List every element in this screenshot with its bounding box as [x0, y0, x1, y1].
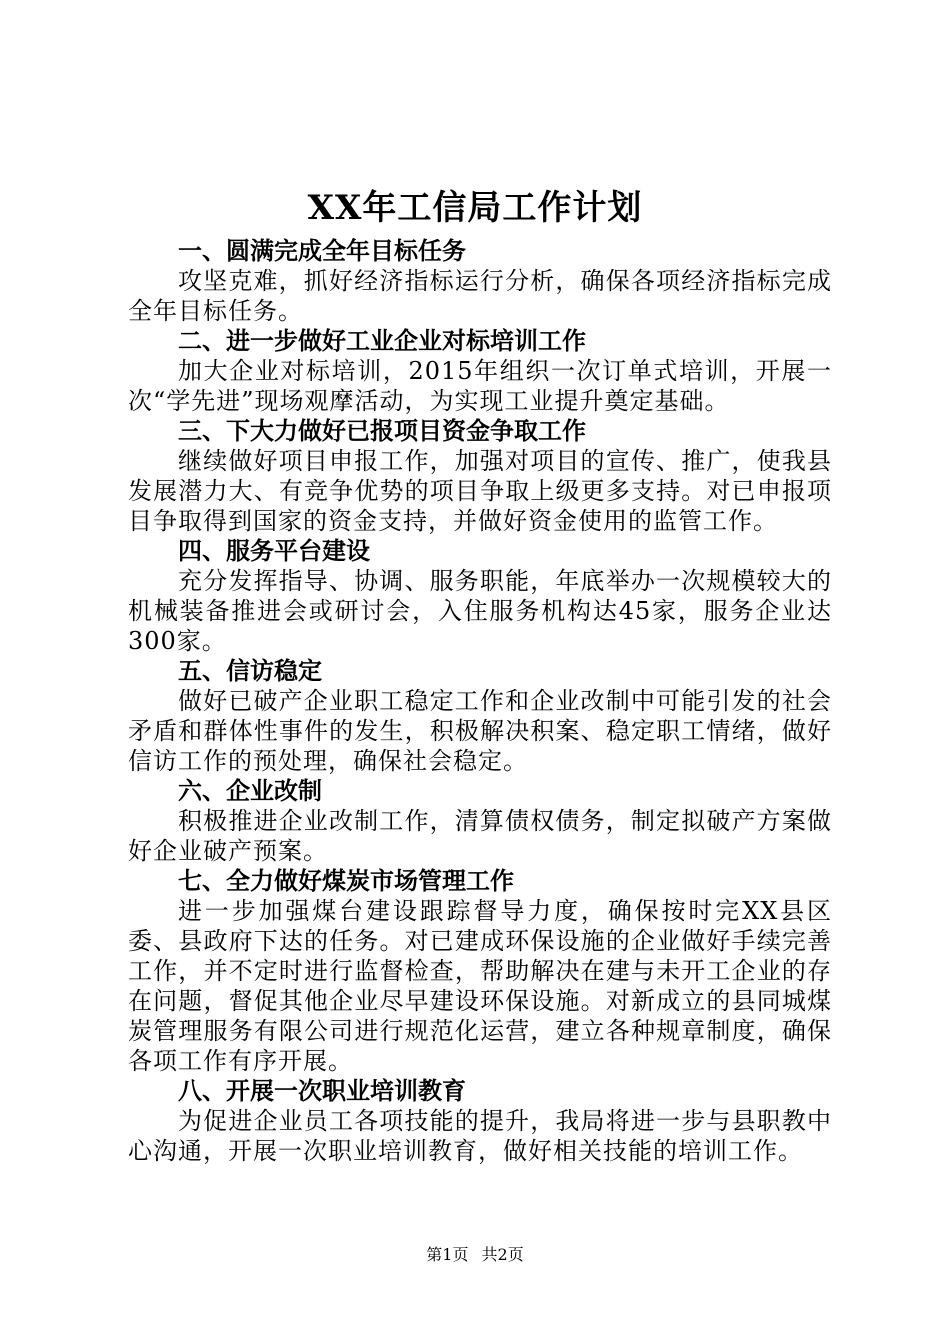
section-heading: 一、圆满完成全年目标任务 — [178, 237, 466, 265]
section-paragraph: 加大企业对标培训，2015年组织一次订单式培训，开展一次“学先进”现场观摩活动，为实现工业提升奠定基础。 — [128, 357, 832, 415]
section-heading: 二、进一步做好工业企业对标培训工作 — [178, 327, 586, 355]
section-paragraph: 为促进企业员工各项技能的提升，我局将进一步与县职教中心沟通，开展一次职业培训教育，做好相关技能的培训工作。 — [128, 1107, 832, 1165]
section-paragraph: 继续做好项目申报工作，加强对项目的宣传、推广，使我县发展潜力大、有竞争优势的项目争取上级更多支持。对已申报项目争取得到国家的资金支持，并做好资金使用的监管工作。 — [128, 447, 832, 535]
section-heading: 五、信访稳定 — [178, 657, 322, 685]
page-footer — [0, 1244, 950, 1266]
section-paragraph: 进一步加强煤台建设跟踪督导力度，确保按时完XX县区委、县政府下达的任务。对已建成环保设施的企业做好手续完善工作，并不定时进行监督检查，帮助解决在建与未开工企业的存在问题，督促其他企业尽早建设环保设施。对新成立的县同城煤炭管理服务有限公司进行规范化运营，建立各种规章制度，确保各项工作有序开展。 — [128, 897, 832, 1075]
section-heading: 七、全力做好煤炭市场管理工作 — [178, 867, 514, 895]
section-paragraph: 攻坚克难，抓好经济指标运行分析，确保各项经济指标完成全年目标任务。 — [128, 267, 832, 325]
page-total: 共2页 — [481, 1245, 524, 1264]
section-paragraph: 充分发挥指导、协调、服务职能，年底举办一次规模较大的机械装备推进会或研讨会，入住服务机构达45家，服务企业达300家。 — [128, 567, 832, 655]
document-body — [128, 236, 832, 1166]
section-paragraph: 做好已破产企业职工稳定工作和企业改制中可能引发的社会矛盾和群体性事件的发生，积极解决积案、稳定职工情绪，做好信访工作的预处理，确保社会稳定。 — [128, 687, 832, 775]
section-heading: 三、下大力做好已报项目资金争取工作 — [178, 417, 586, 445]
section-heading: 四、服务平台建设 — [178, 537, 370, 565]
section-heading: 六、企业改制 — [178, 777, 322, 805]
page-number: 第1页 — [426, 1245, 469, 1264]
section-heading: 八、开展一次职业培训教育 — [178, 1077, 466, 1105]
document-title: XX年工信局工作计划 — [307, 188, 643, 228]
section-paragraph: 积极推进企业改制工作，清算债权债务，制定拟破产方案做好企业破产预案。 — [128, 807, 832, 865]
